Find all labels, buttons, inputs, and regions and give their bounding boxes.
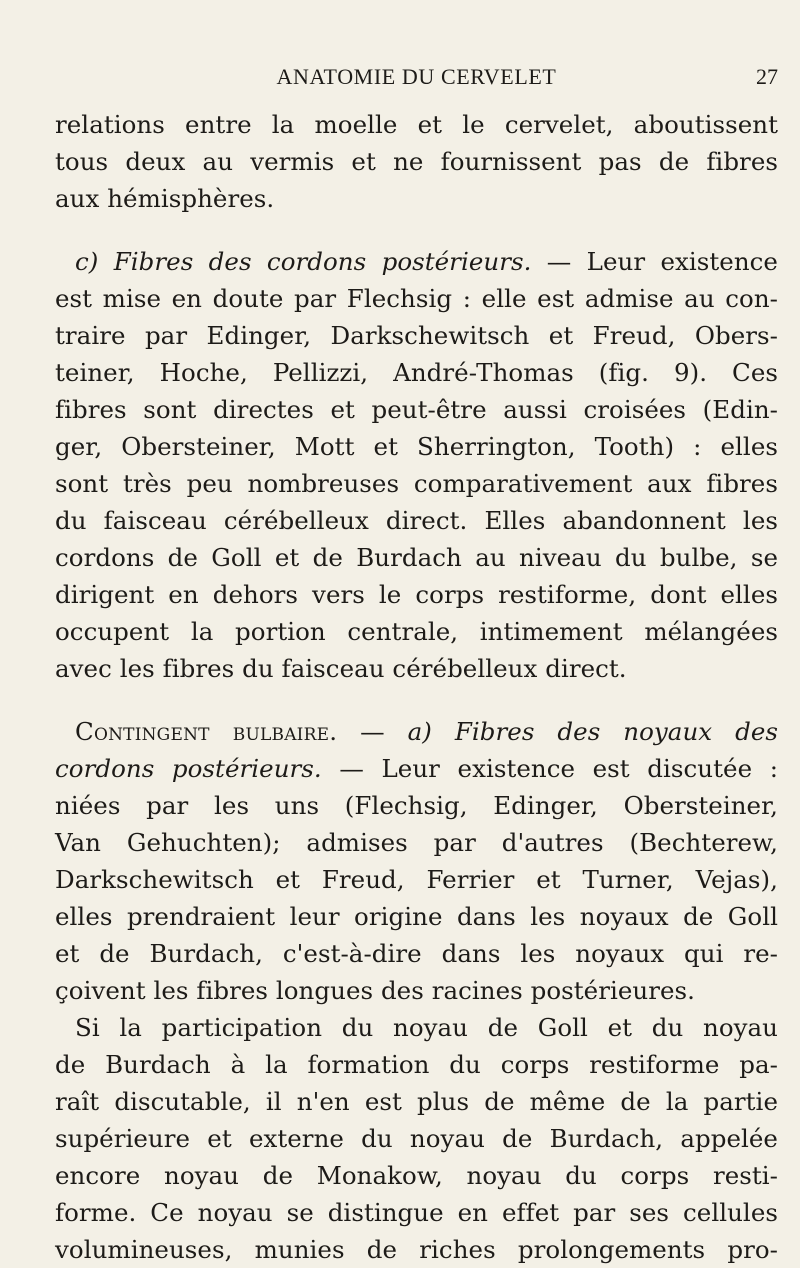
text-run: — Leur existence [531, 247, 778, 276]
text-line: de Burdach à la formation du corps restiforme pa- [55, 1050, 778, 1079]
text-line: du faisceau cérébelleux direct. Elles abandonnent les [55, 506, 778, 535]
text-line [55, 713, 778, 750]
paragraph-3 [55, 713, 778, 1009]
section-label-smallcaps: Contingent bulbaire. [75, 717, 338, 746]
text-line: relations entre la moelle et le cervelet, aboutissent [55, 110, 778, 139]
text-line: niées par les uns (Flechsig, Edinger, Obersteiner, [55, 791, 778, 820]
text-line: avec les fibres du faisceau cérébelleux direct. [55, 654, 627, 683]
paragraph-4 [55, 1009, 778, 1268]
text-line: elles prendraient leur origine dans les noyaux de Goll [55, 902, 778, 931]
text-line: volumineuses, munies de riches prolongements pro- [55, 1235, 778, 1264]
text-line: teiner, Hoche, Pellizzi, André-Thomas (fig. 9). Ces [55, 358, 778, 387]
text-line: est mise en doute par Flechsig : elle est admise au con- [55, 284, 778, 313]
running-title: ANATOMIE DU CERVELET [276, 64, 557, 89]
page-number: 27 [756, 64, 778, 89]
text-line: et de Burdach, c'est-à-dire dans les noyaux qui re- [55, 939, 778, 968]
text-line: traire par Edinger, Darkschewitsch et Freud, Obers- [55, 321, 778, 350]
text-line: cordons de Goll et de Burdach au niveau du bulbe, se [55, 543, 778, 572]
section-heading: Fibres des noyaux des [454, 717, 778, 746]
text-line: Van Gehuchten); admises par d'autres (Bechterew, [55, 828, 778, 857]
section-label: c) [75, 247, 99, 276]
text-line: dirigent en dehors vers le corps restiforme, dont elles [55, 580, 778, 609]
text-line: ger, Obersteiner, Mott et Sherrington, Tooth) : elles [55, 432, 778, 461]
text-line: çoivent les fibres longues des racines postérieures. [55, 976, 696, 1005]
text-line: sont très peu nombreuses comparativement aux fibres [55, 469, 778, 498]
text-line: aux hémisphères. [55, 184, 275, 213]
text-line [55, 750, 778, 787]
paragraph-spacer [55, 217, 778, 243]
text-line: forme. Ce noyau se distingue en effet par ses cellules [55, 1198, 778, 1227]
paragraph-2 [55, 243, 778, 687]
paragraph-1 [55, 106, 778, 217]
paragraph-spacer [55, 687, 778, 713]
section-label: a) [407, 717, 432, 746]
text-line: supérieure et externe du noyau de Burdach, appelée [55, 1124, 778, 1153]
text-line: tous deux au vermis et ne fournissent pas de fibres [55, 147, 778, 176]
text-line: Darkschewitsch et Freud, Ferrier et Turner, Vejas), [55, 865, 778, 894]
text-line: fibres sont directes et peut-être aussi croisées (Edin- [55, 395, 778, 424]
text-line: raît discutable, il n'en est plus de même de la partie [55, 1087, 778, 1116]
text-line [55, 243, 778, 280]
text-line: encore noyau de Monakow, noyau du corps resti- [55, 1161, 778, 1190]
section-heading: Fibres des cordons postérieurs. [113, 247, 532, 276]
text-line: occupent la portion centrale, intimement mélangées [55, 617, 778, 646]
text-line: Si la participation du noyau de Goll et du noyau [75, 1013, 778, 1042]
text-run: — Leur existence est discutée : [321, 754, 779, 783]
section-heading: cordons postérieurs. [55, 754, 322, 783]
text-run: — [337, 717, 408, 746]
running-header [55, 64, 778, 94]
